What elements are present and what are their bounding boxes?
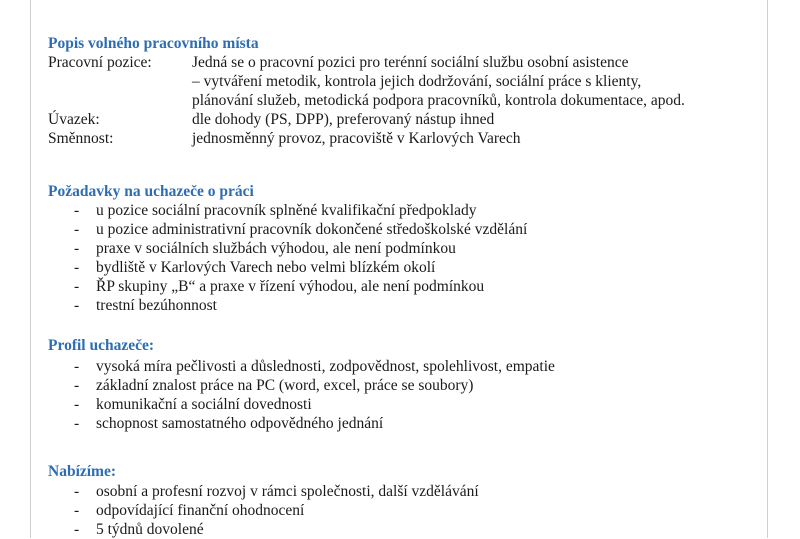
row-key: Směnnost:: [48, 130, 114, 147]
offer-heading: Nabízíme:: [48, 463, 117, 480]
list-item: - u pozice administrativní pracovník dokončené středoškolské vzdělání: [74, 221, 528, 238]
offer-list: [48, 482, 748, 539]
row-key: Pracovní pozice:: [48, 54, 152, 71]
position-heading: Popis volného pracovního místa: [48, 35, 259, 52]
list-item: - komunikační a sociální dovednosti: [74, 396, 312, 413]
list-item: - ŘP skupiny „B“ a praxe v řízení výhodou, ale není podmínkou: [74, 278, 485, 295]
row-value-line: dle dohody (PS, DPP), preferovaný nástup ihned: [192, 111, 495, 128]
profile-heading: Profil uchazeče:: [48, 337, 155, 354]
position-details: [48, 53, 748, 148]
list-item: - základní znalost práce na PC (word, excel, práce se soubory): [74, 377, 474, 394]
list-item: - vysoká míra pečlivosti a důslednosti, zodpovědnost, spolehlivost, empatie: [74, 358, 555, 375]
list-item: - bydliště v Karlových Varech nebo velmi blízkém okolí: [74, 259, 436, 276]
list-item: - odpovídající finanční ohodnocení: [74, 502, 305, 519]
row-value-line: – vytváření metodik, kontrola jejich dodržování, sociální práce s klienty,: [192, 73, 642, 90]
profile-list: [48, 357, 748, 433]
row-position: [48, 53, 748, 110]
row-value-line: plánování služeb, metodická podpora pracovníků, kontrola dokumentace, apod.: [192, 92, 685, 109]
list-item: - schopnost samostatného odpovědného jednání: [74, 415, 384, 432]
list-item: - 5 týdnů dovolené: [74, 521, 204, 538]
row-shifts: [48, 129, 748, 148]
requirements-list: [48, 201, 748, 315]
row-workload: [48, 110, 748, 129]
requirements-heading: Požadavky na uchazeče o práci: [48, 183, 254, 200]
list-item: - praxe v sociálních službách výhodou, ale není podmínkou: [74, 240, 456, 257]
list-item: - u pozice sociální pracovník splněné kvalifikační předpoklady: [74, 202, 477, 219]
row-value-line: jednosměnný provoz, pracoviště v Karlových Varech: [192, 130, 521, 147]
row-key: Úvazek:: [48, 111, 100, 128]
list-item: - trestní bezúhonnost: [74, 297, 217, 314]
list-item: - osobní a profesní rozvoj v rámci společnosti, další vzdělávání: [74, 483, 479, 500]
row-value-line: Jedná se o pracovní pozici pro terénní sociální službu osobní asistence: [192, 54, 629, 71]
